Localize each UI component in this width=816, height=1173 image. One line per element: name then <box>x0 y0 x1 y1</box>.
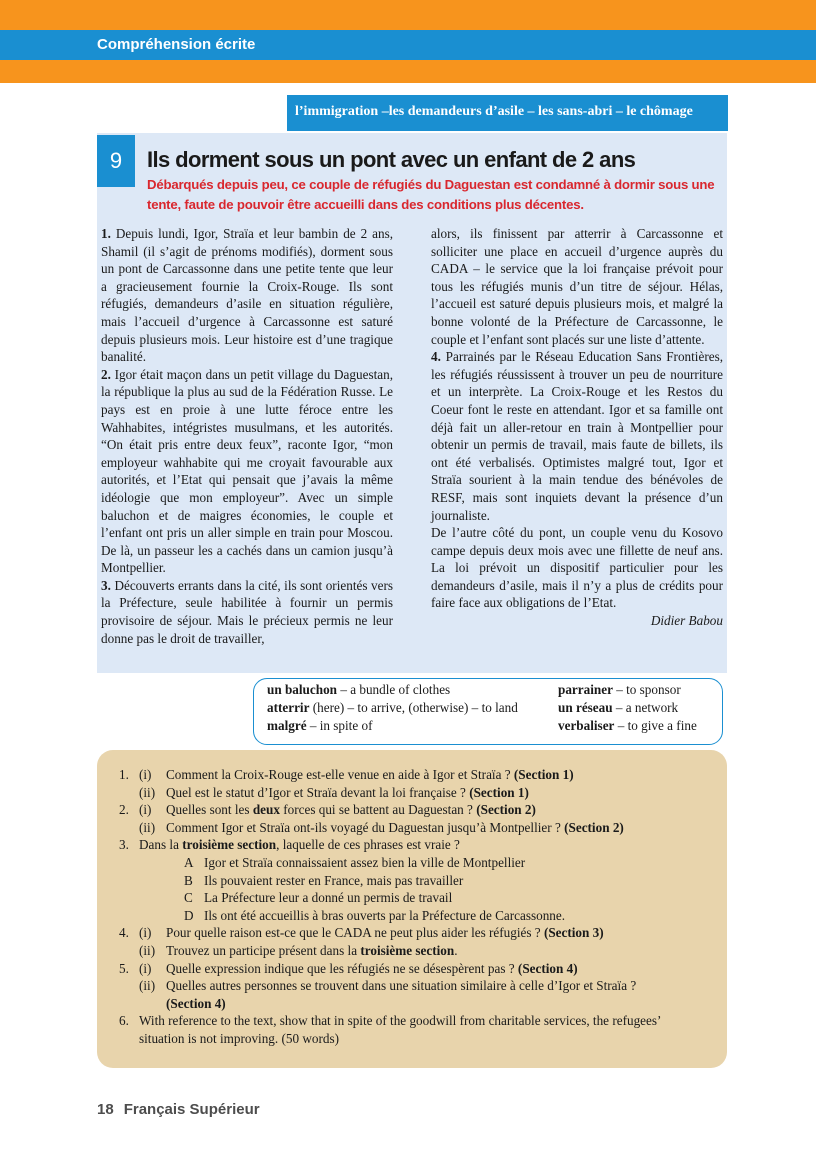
question-number: 6. <box>119 1013 129 1029</box>
question-sub-number: (ii) <box>139 943 156 958</box>
vocab-item <box>558 699 678 717</box>
paragraph-1 <box>101 225 393 366</box>
paragraph-3-end <box>431 225 723 348</box>
article-panel <box>97 133 727 673</box>
article-standfirst: Débarqués depuis peu, ce couple de réfugiés du Daguestan est condamné à dormir sous une tente, faute de pouvoir être accueilli dans des conditions plus décentes. <box>147 177 715 212</box>
option-letter: B <box>184 872 193 888</box>
question-sub-number: (i) <box>139 925 152 941</box>
question-body: forces qui se battent au Daguestan ? <box>279 802 477 818</box>
option-text: Igor et Straïa connaissaient assez bien la ville de Montpellier <box>204 855 526 870</box>
vocab-definition: – in spite of <box>306 718 373 733</box>
paragraph-text: Igor était maçon dans un petit village du Daguestan, la république la plus au sud de la Fédération Russe. Le pays est en proie à une lutte féroce entre les Wahhabites, intégristes musulmans, et les autorités. “On était pris entre deux feux”, raconte Igor, “mon employeur wahhabite qui me croyait favourable aux autorités, et l’Etat qui pensait que j’avais la même idéologie que mon employeur”. Avec un simple baluchon et de maigres économies, le couple et l’enfant ont pris un aller simple en train pour Moscou. De là, un passeur les a cachés dans un camion jusqu’à Montpellier. <box>101 366 393 576</box>
article-number: 9 <box>97 135 135 187</box>
question-ref <box>166 995 226 1013</box>
question-body: Trouvez un participe présent dans la <box>166 943 361 958</box>
paragraph-number: 4. <box>431 349 441 365</box>
question-ref-text: (Section 4) <box>166 995 226 1011</box>
option-text: La Préfecture leur a donné un permis de travail <box>204 890 453 906</box>
vocab-item <box>267 717 372 735</box>
question-text <box>139 836 460 854</box>
paragraph-text: Parrainés par le Réseau Education Sans Frontières, les réfugiés réussissent à trouver un peu de nourriture et un interprète. La Croix-Rouge et les Restos du Coeur font le reste en attendant. Igor et sa famille ont déjà fait un aller-retour en train à Montpellier pour obtenir un permis de travail, mais faute de billets, ils ont été verbalisés. Optimistes malgré tout, Igor et Straïa sourient à la main tendue des bénévoles de RESF, mais sont inquiets devant la présence d’un journaliste. <box>431 349 723 523</box>
question-number: 3. <box>119 837 129 853</box>
question-ref: (Section 1) <box>513 767 574 782</box>
book-title: Français Supérieur <box>123 1101 260 1118</box>
article-author: Didier Babou <box>650 613 723 629</box>
article-column-right <box>431 225 723 630</box>
question-text: Quelles autres personnes se trouvent dans une situation similaire à celle d’Igor et Straïa ? <box>166 978 637 994</box>
question-body: Comment la Croix-Rouge est-elle venue en aide à Igor et Straïa ? <box>166 767 514 782</box>
article-column-left <box>101 225 393 647</box>
question-text-continued: situation is not improving. (50 words) <box>139 1031 340 1046</box>
vocab-term: un réseau <box>558 700 613 715</box>
vocab-definition: – a network <box>612 700 679 715</box>
paragraph-text: alors, ils finissent par atterrir à Carcassonne et solliciter une place en accueil d’urgence auprès du CADA – le service que la loi française prévoit pour tous les réfugiés munis d’un titre de séjour. Hélas, l’accueil est saturé depuis plusieurs mois, et malgré la bonne volonté de la Préfecture de Carcassonne, le couple et l’enfant sont placés sur une liste d’attente. <box>431 226 723 347</box>
question-body: . <box>454 943 458 958</box>
question-sub-number: (ii) <box>139 784 156 800</box>
paragraph-text: Depuis lundi, Igor, Straïa et leur bambin de 2 ans, Shamil (il s’agit de prénoms modifiés), dorment sous un pont de Carcassonne dans une petite tente que leur a gracieusement fournie la Croix-Rouge. Ils sont réfugiés, demandeurs d’asile en situation régulière, mais l’accueil d’urgence à Carcassonne est saturé depuis plusieurs mois. Leur histoire est d’une tragique banalité. <box>101 226 393 365</box>
vocabulary-box <box>253 678 723 745</box>
vocab-term: malgré <box>267 718 307 733</box>
topic-bar: l’immigration –les demandeurs d’asile – les sans-abri – le chômage <box>287 95 728 131</box>
question-sub-number: (i) <box>139 767 152 782</box>
question-ref: (Section 1) <box>469 784 529 800</box>
option-letter: D <box>184 907 194 923</box>
paragraph-number: 2. <box>101 366 111 382</box>
question-text <box>166 801 536 819</box>
question-body: Quel est le statut d’Igor et Straïa devant la loi française ? <box>166 784 470 800</box>
header-orange-band-lower <box>0 60 816 83</box>
section-title: Compréhension écrite <box>97 36 256 53</box>
vocab-definition: (here) – to arrive, (otherwise) – to land <box>309 700 518 715</box>
question-ref: (Section 2) <box>564 819 624 835</box>
vocab-item <box>558 717 697 735</box>
question-text <box>166 924 604 942</box>
questions-box <box>97 750 727 1068</box>
question-body: Comment Igor et Straïa ont-ils voyagé du Daguestan jusqu’à Montpellier ? <box>166 819 565 835</box>
vocab-term: parrainer <box>558 682 613 697</box>
paragraph-2 <box>101 366 393 577</box>
paragraph-4 <box>431 348 723 524</box>
question-ref: (Section 2) <box>476 802 536 818</box>
article-title: Ils dorment sous un pont avec un enfant de 2 ans <box>147 147 636 172</box>
question-text <box>166 960 578 978</box>
question-number: 1. <box>119 767 129 782</box>
question-number: 5. <box>119 960 129 976</box>
question-emphasis: troisième section <box>360 943 455 958</box>
page-number: 18 <box>97 1101 114 1118</box>
question-text <box>166 819 624 837</box>
vocab-term: verbaliser <box>558 718 615 733</box>
vocab-definition: – to give a fine <box>614 718 697 733</box>
question-body: Quelles sont les <box>166 802 253 818</box>
paragraph-3-start <box>101 577 393 647</box>
paragraph-text: De l’autre côté du pont, un couple venu du Kosovo campe depuis deux mois avec une fillette de neuf ans. La loi prévoit un dispositif particulier pour les demandeurs d’asile, mais il n’y a plus de crédits pour faire face aux obligations de l’Etat. <box>431 525 723 611</box>
page-footer <box>97 1101 260 1118</box>
header-blue-band <box>0 30 816 60</box>
vocab-item <box>267 699 518 717</box>
header-orange-band <box>0 0 816 30</box>
question-sub-number: (i) <box>139 802 152 818</box>
question-text <box>166 766 574 784</box>
question-text <box>166 942 458 960</box>
option-text: Ils pouvaient rester en France, mais pas travailler <box>204 872 464 888</box>
question-ref: (Section 3) <box>543 925 604 941</box>
question-body: Quelle expression indique que les réfugiés ne se désespèrent pas ? <box>166 960 518 976</box>
question-sub-number: (ii) <box>139 978 156 994</box>
paragraph-number: 3. <box>101 577 111 593</box>
question-body: Dans la <box>139 837 183 853</box>
question-ref: (Section 4) <box>517 960 578 976</box>
question-sub-number: (ii) <box>139 819 156 835</box>
paragraph-5 <box>431 524 723 612</box>
question-sub-number: (i) <box>139 960 152 976</box>
vocab-item <box>558 681 681 699</box>
option-letter: C <box>184 890 193 906</box>
question-body: , laquelle de ces phrases est vraie ? <box>276 837 460 853</box>
question-emphasis: troisième section <box>182 837 277 853</box>
vocab-term: un baluchon <box>267 682 338 697</box>
vocab-definition: – a bundle of clothes <box>337 682 451 697</box>
question-number: 2. <box>119 802 129 818</box>
question-body: Pour quelle raison est-ce que le CADA ne peut plus aider les réfugiés ? <box>166 925 544 941</box>
vocab-item <box>267 681 450 699</box>
question-number: 4. <box>119 925 129 941</box>
question-emphasis: deux <box>252 802 280 818</box>
vocab-term: atterrir <box>267 700 310 715</box>
question-text: With reference to the text, show that in spite of the goodwill from charitable services, the refugees’ <box>139 1013 662 1029</box>
question-text <box>166 784 529 802</box>
vocab-definition: – to sponsor <box>612 682 681 697</box>
option-text: Ils ont été accueillis à bras ouverts par la Préfecture de Carcassonne. <box>204 907 566 923</box>
option-letter: A <box>184 855 194 870</box>
paragraph-text: Découverts errants dans la cité, ils sont orientés vers la Préfecture, seule habilitée à fournir un permis provisoire de séjour. Mais le précieux permis ne leur donne pas le droit de travailler, <box>101 577 393 646</box>
paragraph-number: 1. <box>101 226 111 241</box>
